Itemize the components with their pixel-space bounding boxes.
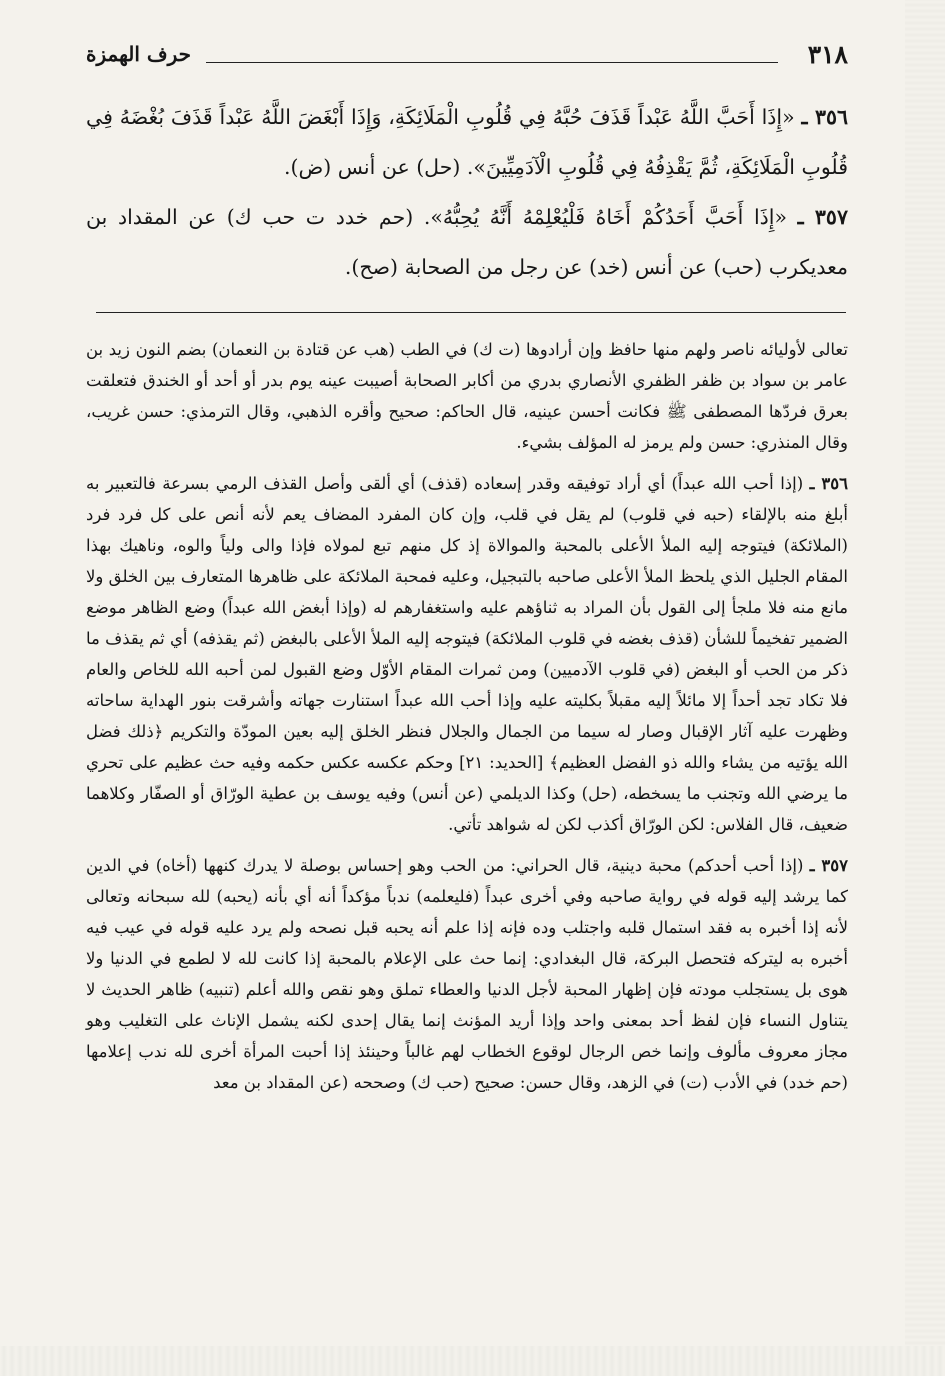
footnote-separator <box>96 312 846 313</box>
chapter-title: حرف الهمزة <box>86 42 192 66</box>
commentary-block <box>86 334 848 1108</box>
commentary-number: ٣٥٧ ـ <box>809 856 848 875</box>
scan-edge-right <box>905 0 945 1376</box>
commentary-text: (إذا أحب أحدكم) محبة دينية، قال الحراني: من الحب وهو إحساس بوصلة لا يدرك كنهها (أخاه) في الدين كما يرشد إليه قوله في رواية صاحبه وفي أخرى عبداً (فليعلمه) ندباً مؤكداً أنه أي بأنه (يحبه) لله سبحانه وتعالى لأنه إذا أخبره به فقد استمال قلبه واجتلب وده فإنه إذا علم أنه يحبه قبل نصحه ولم يرد عليه قوله في عيب فيه أخبره به ليتركه فتحصل البركة، قال البغدادي: إنما حث على الإعلام بالمحبة إذا كانت لله لا لطمع في الدنيا ولا هوى بل يستجلب مودته فإن إظهار المحبة لأجل الدنيا والعطاء تملق وهو نقص والله أعلم (تنبيه) ظاهر الحديث لا يتناول النساء فإن لفظ أحد بمعنى واحد وإذا أريد المؤنث إنما يقال إحدى لكنه يشمل الإناث على التغليب وهو مجاز معروف مألوف وإنما خص الرجال لوقوع الخطاب لهم غالباً وحينئذ إذا أحبت المرأة أخرى لله ندب إعلامها (حم خدد) في الأدب (ت) في الزهد، وقال حسن: صحيح (حب ك) وصححه (عن المقداد بن معد <box>86 856 848 1092</box>
scan-edge-bottom <box>0 1346 945 1376</box>
hadith-text: «إِذَا أَحَبَّ اللَّهُ عَبْداً قَذَفَ حُبَّهُ فِي قُلُوبِ الْمَلَائِكَةِ، وَإِذَا أَبْغَضَ اللَّهُ عَبْداً قَذَفَ بُغْضَهُ فِي قُلُوبِ الْمَلَائِكَةِ، ثُمَّ يَقْذِفُهُ فِي قُلُوبِ الْآدَمِيِّينَ». (حل) عن أنس (ض). <box>86 105 848 179</box>
hadith-357 <box>86 192 848 292</box>
hadith-number: ٣٥٧ ـ <box>797 205 848 229</box>
page-number: ٣١٨ <box>807 40 848 69</box>
commentary-text: (إذا أحب الله عبداً) أي أراد توفيقه وقدر إسعاده (قذف) أي ألقى وأصل القذف الرمي بسرعة فالتعبير به أبلغ منه بالإلقاء (حبه في قلوب) لم يقل في قلب، وإن كان المفرد المضاف يعم لأنه أنص على كل فرد فرد (الملائكة) فيتوجه إليه الملأ الأعلى بالمحبة والموالاة إذ كل منهم تبع لمولاه فإذا والى ولياً والوه، وناهيك بهذا المقام الجليل الذي يلحظ الملأ الأعلى صاحبه بالتبجيل، وعليه فمحبة الملائكة على ظاهرها المتعارف بين الخلق ولا مانع منه فلا ملجأ إلى القول بأن المراد به ثناؤهم عليه واستغفارهم له (وإذا أبغض الله عبداً) وضع الظاهر موضع الضمير تفخيماً للشأن (قذف بغضه في قلوب الملائكة) فيتوجه إليه الملأ الأعلى بالبغض (ثم يقذفه) أي ثم يقذف ما ذكر من الحب أو البغض (في قلوب الآدميين) ومن ثمرات المقام الأوّل وضع القبول لمن أحبه الله للخاص والعام فلا تكاد تجد أحداً إلا مائلاً إليه مقبلاً بكليته عليه وإذا أحب الله عبداً استنارت جهاته وأشرقت بنور الهداية ساحاته وظهرت عليه آثار الإقبال وصار له سيما من الجمال والجلال فنظر الخلق إليه بعين المودّة والتكريم ﴿ذلك فضل الله يؤتيه من يشاء والله ذو الفضل العظيم﴾ [الحديد: ٢١] وحكم عكسه عكس حكمه وفيه حث عظيم على تحري ما يرضي الله وتجنب ما يسخطه، (حل) وكذا الديلمي (عن أنس) وفيه يوسف بن عطية الورّاق أو الصفّار وكلاهما ضعيف، قال الفلاس: لكن الورّاق أكذب لكن له شواهد تأتي. <box>86 474 848 834</box>
commentary-text: تعالى لأوليائه ناصر ولهم منها حافظ وإن أرادوها (ت ك) في الطب (هب عن قتادة بن النعمان) بضم النون زيد بن عامر بن سواد بن ظفر الظفري الأنصاري بدري من أكابر الصحابة أصيبت عينه يوم بدر أو أحد أو الخندق فتعلقت بعرق فردّها المصطفى ﷺ فكانت أحسن عينيه، قال الحاكم: صحيح وأقره الذهبي، وقال الترمذي: حسن غريب، وقال المنذري: حسن ولم يرمز له المؤلف بشيء. <box>86 340 848 452</box>
commentary-paragraph-357 <box>86 850 848 1098</box>
hadith-number: ٣٥٦ ـ <box>801 105 848 129</box>
hadith-text: «إِذَا أَحَبَّ أَحَدُكُمْ أَخَاهُ فَلْيُعْلِمْهُ أَنَّهُ يُحِبُّهُ». (حم خدد ت حب ك) عن المقداد بن معديكرب (حب) عن أنس (خد) عن رجل من الصحابة (صح). <box>86 205 848 279</box>
commentary-paragraph-continued <box>86 334 848 458</box>
commentary-paragraph-356 <box>86 468 848 840</box>
page-header <box>86 40 848 76</box>
hadith-356 <box>86 92 848 192</box>
header-rule <box>206 62 778 63</box>
commentary-number: ٣٥٦ ـ <box>809 474 848 493</box>
hadith-text-block <box>86 92 848 292</box>
